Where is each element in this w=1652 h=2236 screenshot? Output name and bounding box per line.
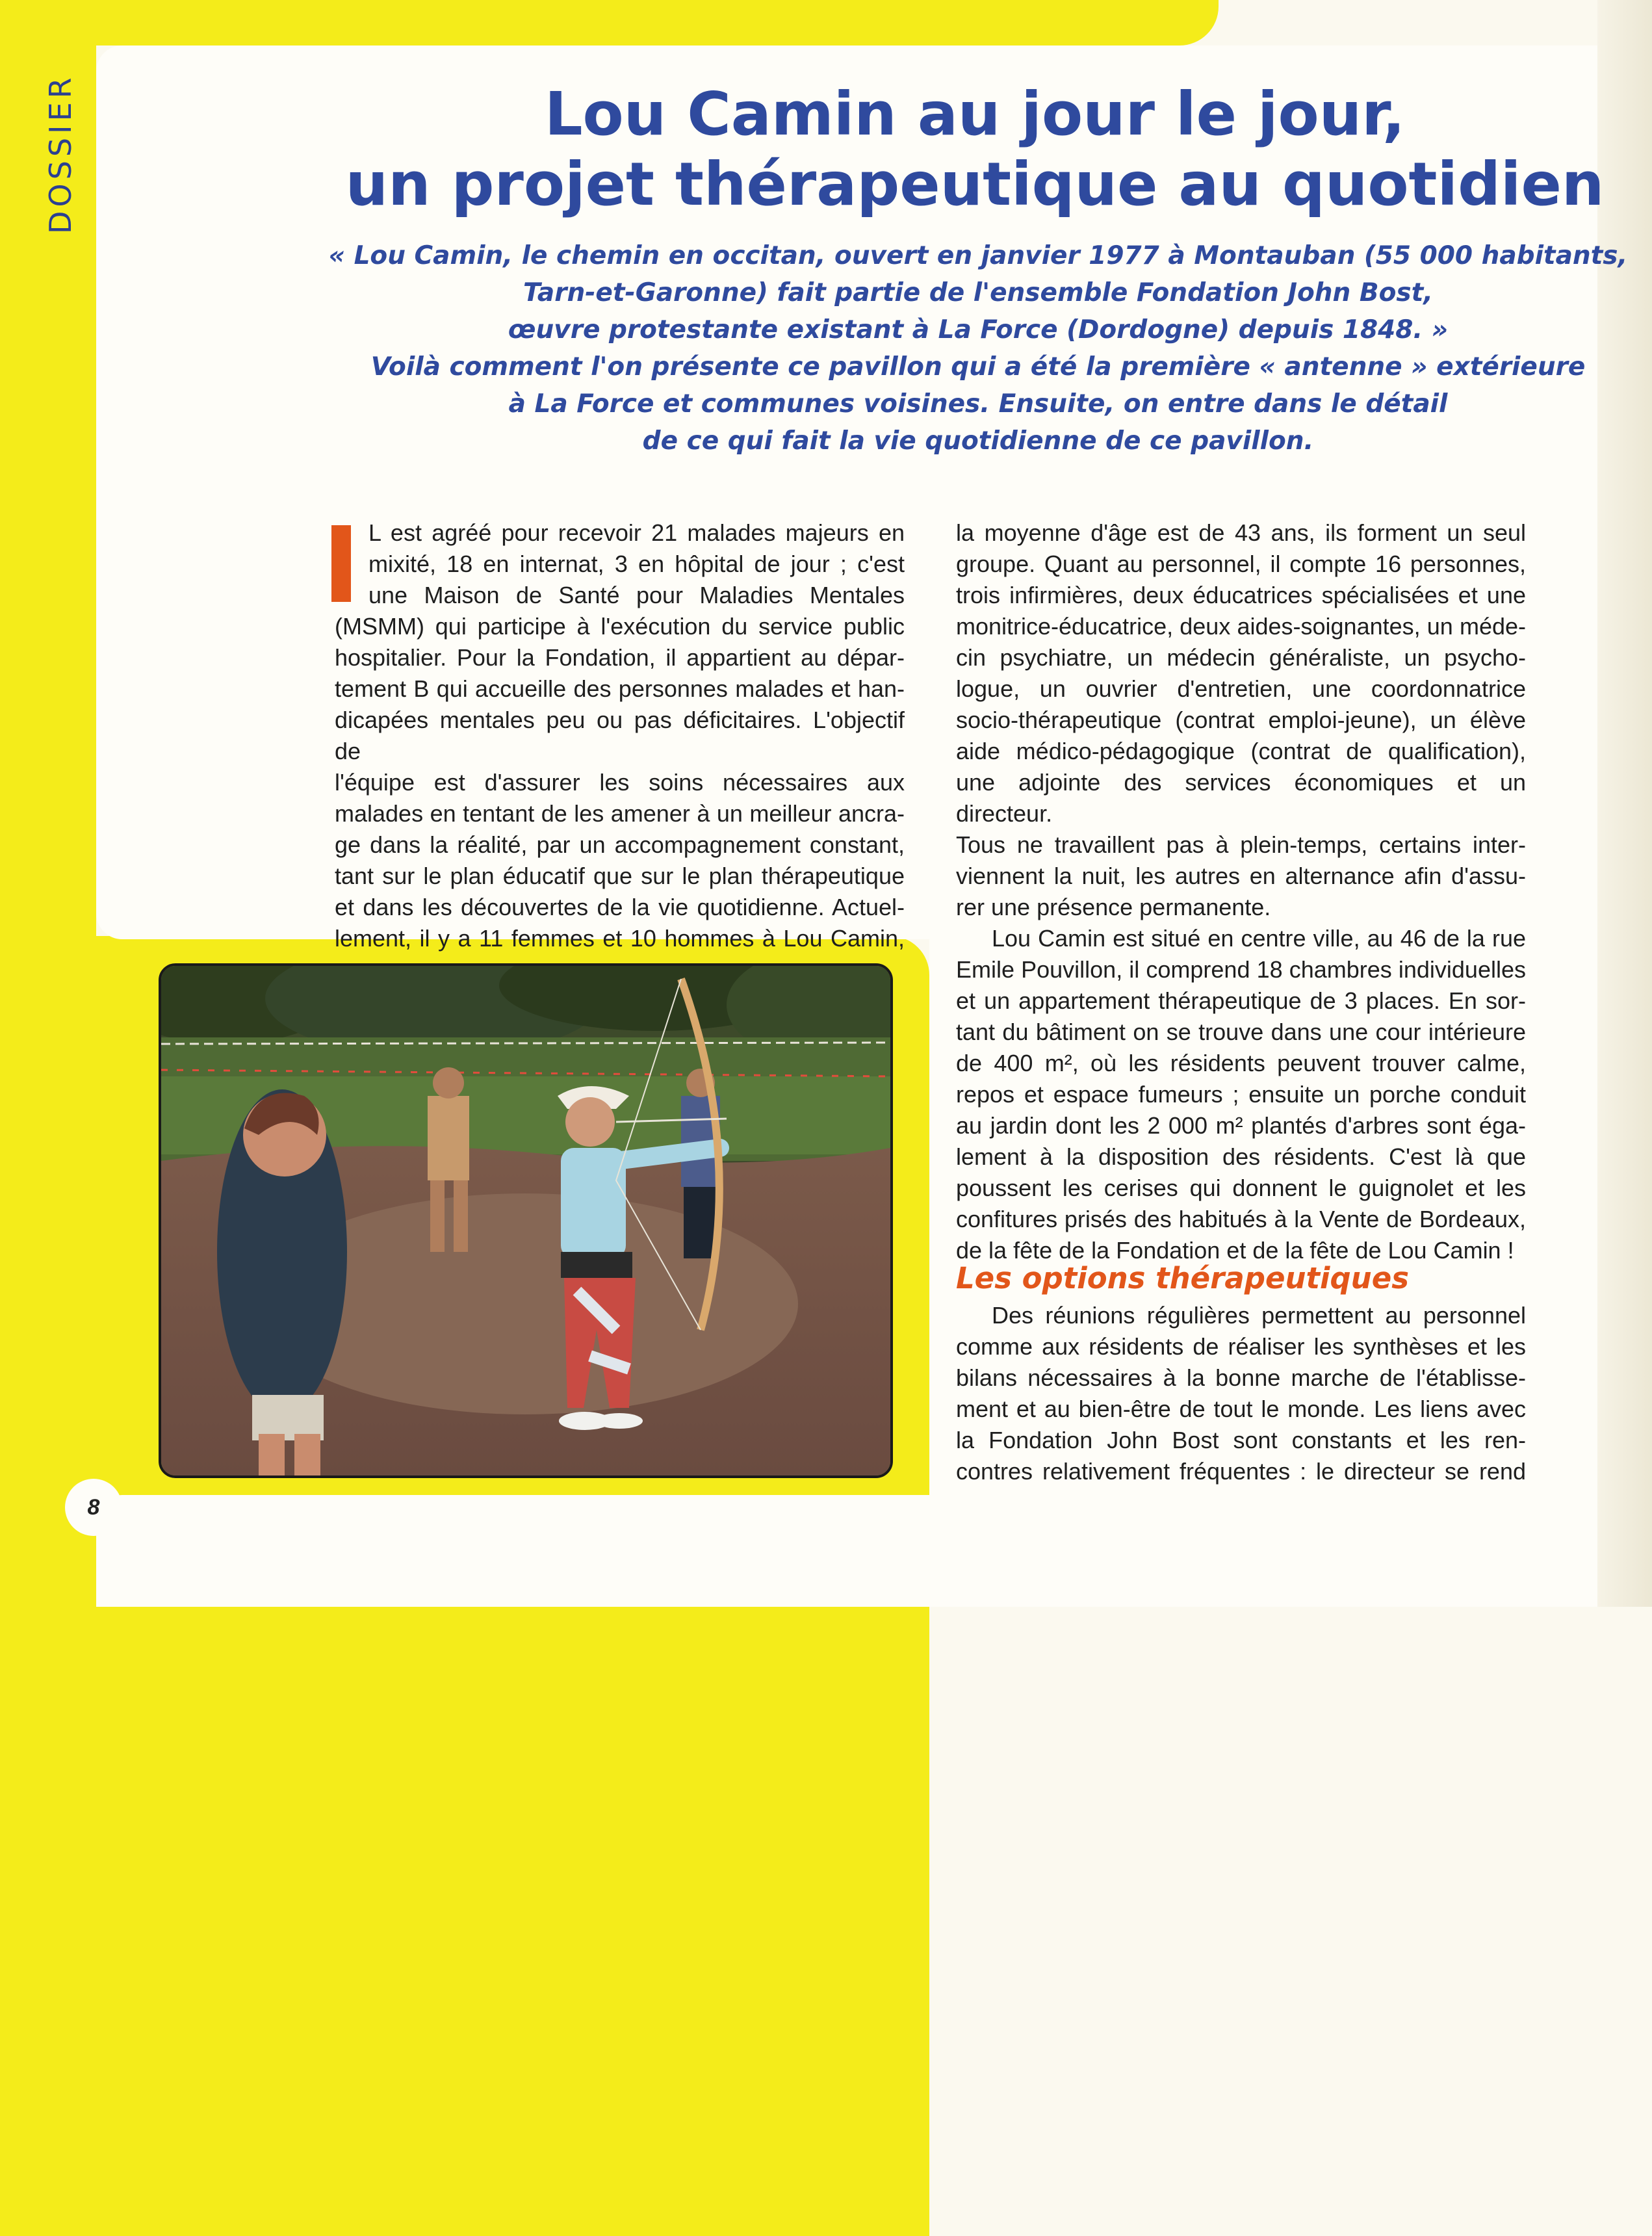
body-line: comme aux résidents de réaliser les synthèses et les: [956, 1333, 1526, 1360]
body-line: repos et espace fumeurs ; ensuite un porche conduit: [956, 1081, 1526, 1108]
lead-line: Tarn-et-Garonne) fait partie de l'ensemble Fondation John Bost,: [523, 278, 1434, 307]
body-line: ge dans la réalité, par un accompagnement constant,: [335, 831, 905, 858]
body-line: au jardin dont les 2 000 m² plantés d'arbres sont éga-: [956, 1112, 1526, 1139]
body-line: monitrice-éducatrice, deux aides-soignantes, un méde-: [956, 613, 1526, 640]
body-line: ment et au bien-être de tout le monde. Les liens avec: [956, 1396, 1526, 1422]
title-line: Lou Camin au jour le jour,: [544, 79, 1406, 149]
body-line: lement, il y a 11 femmes et 10 hommes à Lou Camin,: [335, 925, 905, 952]
body-line: la moyenne d'âge est de 43 ans, ils forment un seul: [956, 519, 1526, 546]
body-line: tement B qui accueille des personnes malades et han-: [335, 675, 905, 702]
body-column-1: [335, 517, 905, 954]
footer-panel: [96, 1495, 1597, 1607]
body-line: l'équipe est d'assurer les soins nécessaires aux: [335, 769, 905, 796]
body-line: logue, un ouvrier d'entretien, une coordonnatrice: [956, 675, 1526, 702]
body-line: rer une présence permanente.: [956, 894, 1271, 920]
body-line: hospitalier. Pour la Fondation, il appartient au dépar-: [335, 644, 905, 671]
yellow-header-band: [0, 0, 1219, 46]
body-line: groupe. Quant au personnel, il compte 16 personnes,: [956, 551, 1526, 577]
body-line: Lou Camin est situé en centre ville, au 46 de la rue: [992, 925, 1526, 952]
body-line: mixité, 18 en internat, 3 en hôpital de jour ; c'est: [368, 551, 905, 577]
body-line: Des réunions régulières permettent au personnel: [992, 1302, 1526, 1329]
lead-line: œuvre protestante existant à La Force (Dordogne) depuis 1848. »: [508, 315, 1449, 344]
body-column-2-continued: [956, 1300, 1526, 1487]
body-line: malades en tentant de les amener à un meilleur ancra-: [335, 800, 905, 827]
body-line: tant du bâtiment on se trouve dans une cour intérieure: [956, 1019, 1526, 1045]
body-line: une adjointe des services économiques et un directeur.: [956, 769, 1526, 827]
body-line: tant sur le plan éducatif que sur le plan thérapeutique: [335, 863, 905, 889]
body-line: poussent les cerises qui donnent le guignolet et les: [956, 1175, 1526, 1201]
body-line: L est agréé pour recevoir 21 malades majeurs en: [368, 519, 905, 546]
page-title: [273, 79, 1652, 220]
body-line: dicapées mentales peu ou pas déficitaires. L'objectif de: [335, 707, 905, 764]
title-line: un projet thérapeutique au quotidien: [345, 150, 1605, 219]
body-line: de 400 m², où les résidents peuvent trouver calme,: [956, 1050, 1526, 1076]
body-line: contres relativement fréquentes : le directeur se rend: [956, 1458, 1526, 1485]
page-number: 8: [65, 1479, 122, 1536]
body-line: la Fondation John Bost sont constants et les ren-: [956, 1427, 1526, 1453]
body-line: socio-thérapeutique (contrat emploi-jeune), un élève: [956, 707, 1526, 733]
body-line: (MSMM) qui participe à l'exécution du service public: [335, 613, 905, 640]
archery-photo: [159, 963, 893, 1478]
lead-line: à La Force et communes voisines. Ensuite, on entre dans le détail: [508, 389, 1448, 419]
body-line: Tous ne travaillent pas à plein-temps, certains inter-: [956, 831, 1526, 858]
body-line: bilans nécessaires à la bonne marche de l'établisse-: [956, 1364, 1526, 1391]
body-column-2: [956, 517, 1526, 1266]
body-line: lement à la disposition des résidents. C'est là que: [956, 1143, 1526, 1170]
body-line: et un appartement thérapeutique de 3 places. En sor-: [956, 987, 1526, 1014]
lead-line: « Lou Camin, le chemin en occitan, ouvert en janvier 1977 à Montauban (55 000 habitants,: [328, 241, 1628, 270]
lead-line: Voilà comment l'on présente ce pavillon qui a été la première « antenne » extérieure: [370, 352, 1586, 382]
body-line: et dans les découvertes de la vie quotidienne. Actuel-: [335, 894, 905, 920]
body-line: Emile Pouvillon, il comprend 18 chambres individuelles: [956, 956, 1526, 983]
body-line: confitures prisés des habitués à la Vente de Bordeaux,: [956, 1206, 1526, 1232]
section-subheading: Les options thérapeutiques: [956, 1261, 1409, 1295]
body-line: cin psychiatre, un médecin généraliste, un psycho-: [956, 644, 1526, 671]
section-label: DOSSIER: [43, 73, 78, 234]
body-line: viennent la nuit, les autres en alternance afin d'assu-: [956, 863, 1526, 889]
body-line: trois infirmières, deux éducatrices spécialisées et une: [956, 582, 1526, 608]
body-line: de la fête de la Fondation et de la fête de Lou Camin !: [956, 1237, 1514, 1264]
body-line: une Maison de Santé pour Maladies Mentales: [368, 582, 905, 608]
lead-line: de ce qui fait la vie quotidienne de ce pavillon.: [642, 426, 1314, 456]
lead-paragraph: [279, 237, 1652, 460]
body-line: aide médico-pédagogique (contrat de qualification),: [956, 738, 1526, 764]
